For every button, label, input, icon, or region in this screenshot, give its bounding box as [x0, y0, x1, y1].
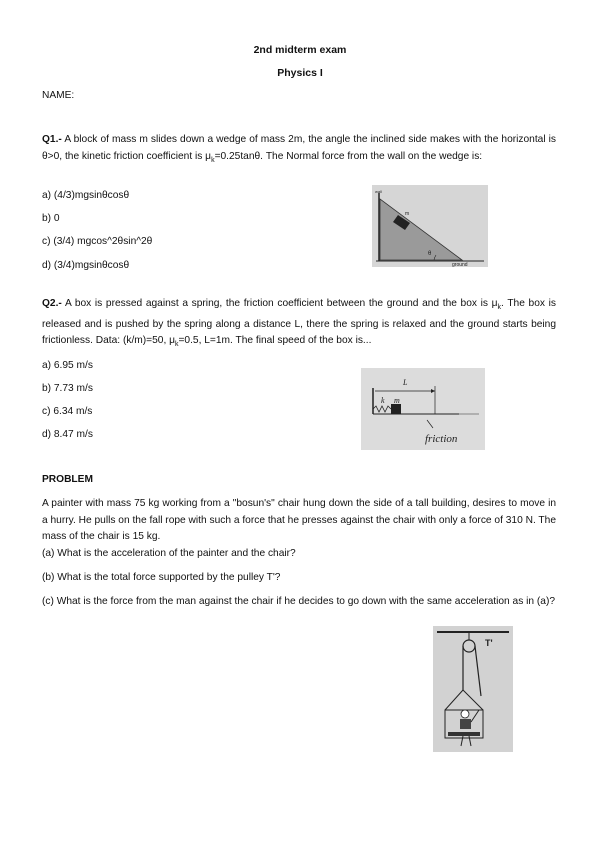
- box-mass-label: m: [394, 396, 400, 405]
- q1-option-a: a) (4/3)mgsinθcosθ: [42, 190, 130, 201]
- mass-label: m: [405, 211, 410, 217]
- q2-mu-subscript-1: k: [497, 304, 502, 311]
- q1-mu-subscript: k: [211, 156, 215, 164]
- q2-text-part3: =0.5, L=1m. The final speed of the box is...: [178, 335, 372, 346]
- q2-text-part1: A box is pressed against a spring, the friction coefficient between the ground and the box is μ: [64, 298, 498, 309]
- box-shape: [391, 404, 401, 414]
- problem-part-b: (b) What is the total force supported by the pulley T'?: [42, 572, 281, 583]
- wedge-figure: [372, 185, 488, 267]
- q1-text-part1: A block of mass m slides down a wedge of mass 2m, the angle the inclined side makes with the horizontal is θ>0, the kinetic friction coefficient is μ: [42, 134, 556, 162]
- angle-label: θ: [428, 251, 432, 257]
- bosun-chair-figure: [433, 626, 513, 752]
- q2-option-b: b) 7.73 m/s: [42, 383, 93, 394]
- pulley-label: T': [485, 638, 493, 648]
- ground-label: ground: [452, 262, 468, 267]
- spring-box-figure: [361, 368, 485, 450]
- q1-number: Q1.-: [42, 134, 62, 145]
- friction-label: friction: [425, 433, 458, 445]
- subject-title: Physics I: [277, 67, 323, 79]
- q2-option-d: d) 8.47 m/s: [42, 429, 93, 440]
- q2-option-a: a) 6.95 m/s: [42, 360, 93, 371]
- problem-part-c: (c) What is the force from the man against the chair if he decides to go down with the same acceleration as in (a)?: [42, 596, 556, 607]
- spring-label: k: [381, 396, 385, 405]
- q2-text-part2: . The box is released and is pushed by the spring along a distance L, there the spring is relaxed and the ground starts being frictionless. Data: (k/m)=50, μ: [42, 298, 556, 346]
- length-label: L: [403, 378, 408, 387]
- name-label: NAME:: [42, 90, 75, 101]
- painter-body: [460, 719, 471, 729]
- q1-text-part2: =0.25tanθ. The Normal force from the wall on the wedge is:: [214, 150, 483, 162]
- q1-option-d: d) (3/4)mgsinθcosθ: [42, 260, 130, 271]
- wall-label: wall: [375, 189, 382, 194]
- q2-option-c: c) 6.34 m/s: [42, 406, 93, 417]
- spring-figure-bg: [361, 368, 485, 450]
- q2-number: Q2.-: [42, 298, 62, 309]
- q2-mu-subscript-2: k: [174, 341, 179, 348]
- chair-seat: [448, 732, 480, 736]
- painter-head: [461, 710, 469, 718]
- problem-part-a: (a) What is the acceleration of the painter and the chair?: [42, 548, 296, 559]
- exam-title: 2nd midterm exam: [253, 44, 347, 56]
- q1-text: [42, 132, 556, 169]
- q1-option-b: b) 0: [42, 213, 60, 224]
- problem-heading: PROBLEM: [42, 474, 93, 485]
- problem-intro: A painter with mass 75 kg working from a "bosun's" chair hung down the side of a tall building, desires to move in a hurry. He pulls on the fall rope with such a force that he presses against the chair with only a force of 310 N. The mass of the chair is 15 kg.: [42, 498, 556, 542]
- q2-text: [42, 296, 556, 354]
- q1-option-c: c) (3/4) mgcos^2θsin^2θ: [42, 236, 153, 247]
